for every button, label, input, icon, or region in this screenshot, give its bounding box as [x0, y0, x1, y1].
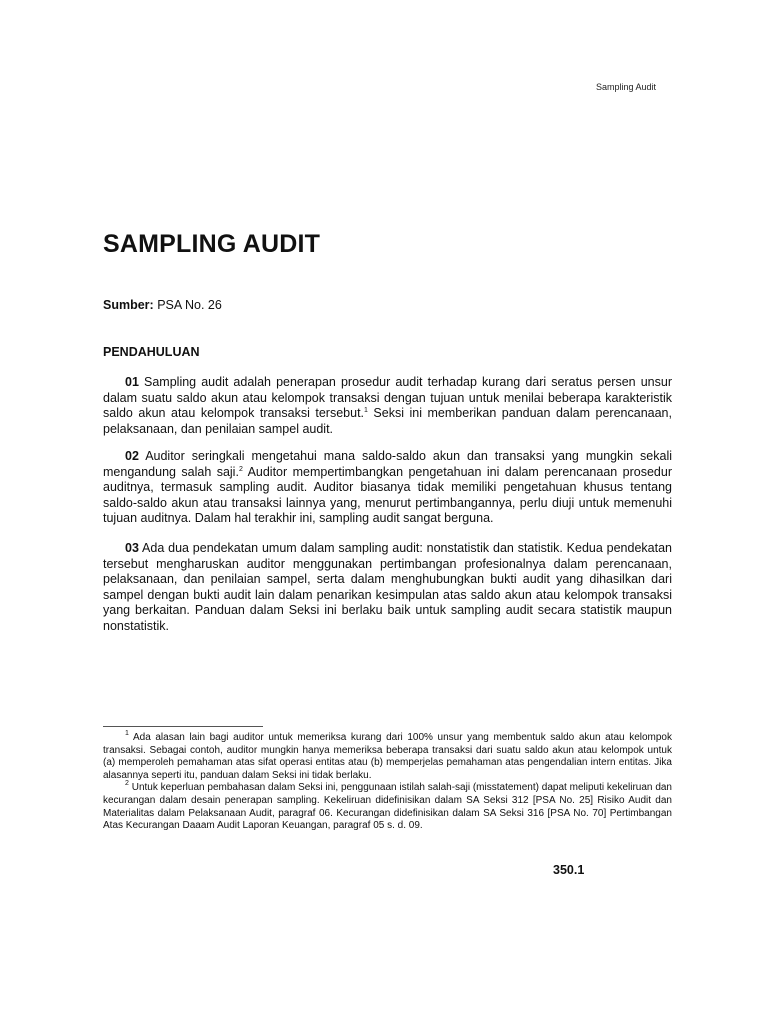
footnote-marker: 2 [125, 780, 129, 788]
footnote-divider [103, 726, 263, 727]
footnote-ref[interactable]: 2 [238, 465, 243, 473]
paragraph-01 [103, 375, 672, 437]
paragraph-text: Auditor seringkali mengetahui mana saldo-saldo akun dan transaksi yang mungkin sekali mengandung salah saji. [103, 449, 672, 479]
document-title: SAMPLING AUDIT [103, 230, 321, 258]
paragraph-number: 03 [125, 541, 139, 555]
source-value: PSA No. 26 [157, 298, 222, 312]
paragraph-number: 01 [125, 375, 139, 389]
footnote-text: Untuk keperluan pembahasan dalam Seksi ini, penggunaan istilah salah-saji (misstatement) dapat meliputi kekeliruan dan kecurangan dalam desain penerapan sampling. Kekeliruan didefinisikan dalam SA Seksi 312 [PSA No. 25] Risiko Audit dan Materialitas dalam Pelaksanaan Audit, paragraf 06. Kecurangan didefinisikan dalam SA Seksi 316 [PSA No. 70] Pertimbangan Atas Kecurangan Daaam Audit Laporan Keuangan, paragraf 05 s. d. 09. [103, 782, 672, 832]
running-header: Sampling Audit [596, 82, 657, 92]
page-number: 350.1 [553, 863, 585, 877]
paragraph-text: Auditor mempertimbangkan pengetahuan ini dalam perencanaan prosedur auditnya, termasuk sampling audit. Auditor biasanya tidak memiliki pengetahuan khusus tentang saldo-saldo akun atau transaksi lainnya yang, menurut pertimbangannya, perlu diuji untuk memenuhi tujuan auditnya. Dalam hal terakhir ini, sampling audit sangat berguna. [103, 464, 672, 526]
footnote-2 [103, 782, 672, 832]
paragraph-text: Seksi ini memberikan panduan dalam perencanaan, pelaksanaan, dan penilaian sampel audit. [103, 406, 672, 436]
paragraph-03 [103, 541, 672, 635]
footnote-text: Ada alasan lain bagi auditor untuk memeriksa kurang dari 100% unsur yang membentuk saldo akun atau kelompok transaksi. Sebagai contoh, auditor mungkin hanya memeriksa beberapa transaksi dari suatu saldo akun atau kelompok untuk (a) memperoleh pemahaman atas sifat operasi entitas atau (b) memperjelas pemahaman atas pengendalian intern entitas. Jika alasannya seperti itu, panduan dalam Seksi ini tidak berlaku. [103, 732, 672, 781]
footnote-ref[interactable]: 1 [364, 407, 368, 415]
paragraph-number: 02 [125, 449, 139, 463]
footnote-marker: 1 [125, 730, 129, 737]
paragraph-text: Ada dua pendekatan umum dalam sampling audit: nonstatistik dan statistik. Kedua pendekatan tersebut mengharuskan auditor menggunakan pertimbangan profesionalnya dalam perencanaan, pelaksanaan, dan penilaian sampel, serta dalam menghubungkan bukti audit yang dihasilkan dari sampel dengan bukti audit lain dalam penarikan kesimpulan atas saldo akun atau kelompok transaksi yang berkaitan. Panduan dalam Seksi ini berlaku baik untuk sampling audit secara statistik maupun nonstatistik. [103, 541, 672, 633]
footnotes [103, 732, 672, 833]
source-label: Sumber: [103, 298, 154, 312]
source-line [103, 298, 222, 312]
paragraph-02 [103, 449, 672, 527]
footnote-1 [103, 732, 672, 782]
paragraph-text: Sampling audit adalah penerapan prosedur audit terhadap kurang dari seratus persen unsur dalam suatu saldo akun atau kelompok transaksi dengan tujuan untuk menilai beberapa karakteristik saldo akun atau kelompok transaksi tersebut. [103, 375, 672, 421]
section-heading: PENDAHULUAN [103, 345, 200, 359]
